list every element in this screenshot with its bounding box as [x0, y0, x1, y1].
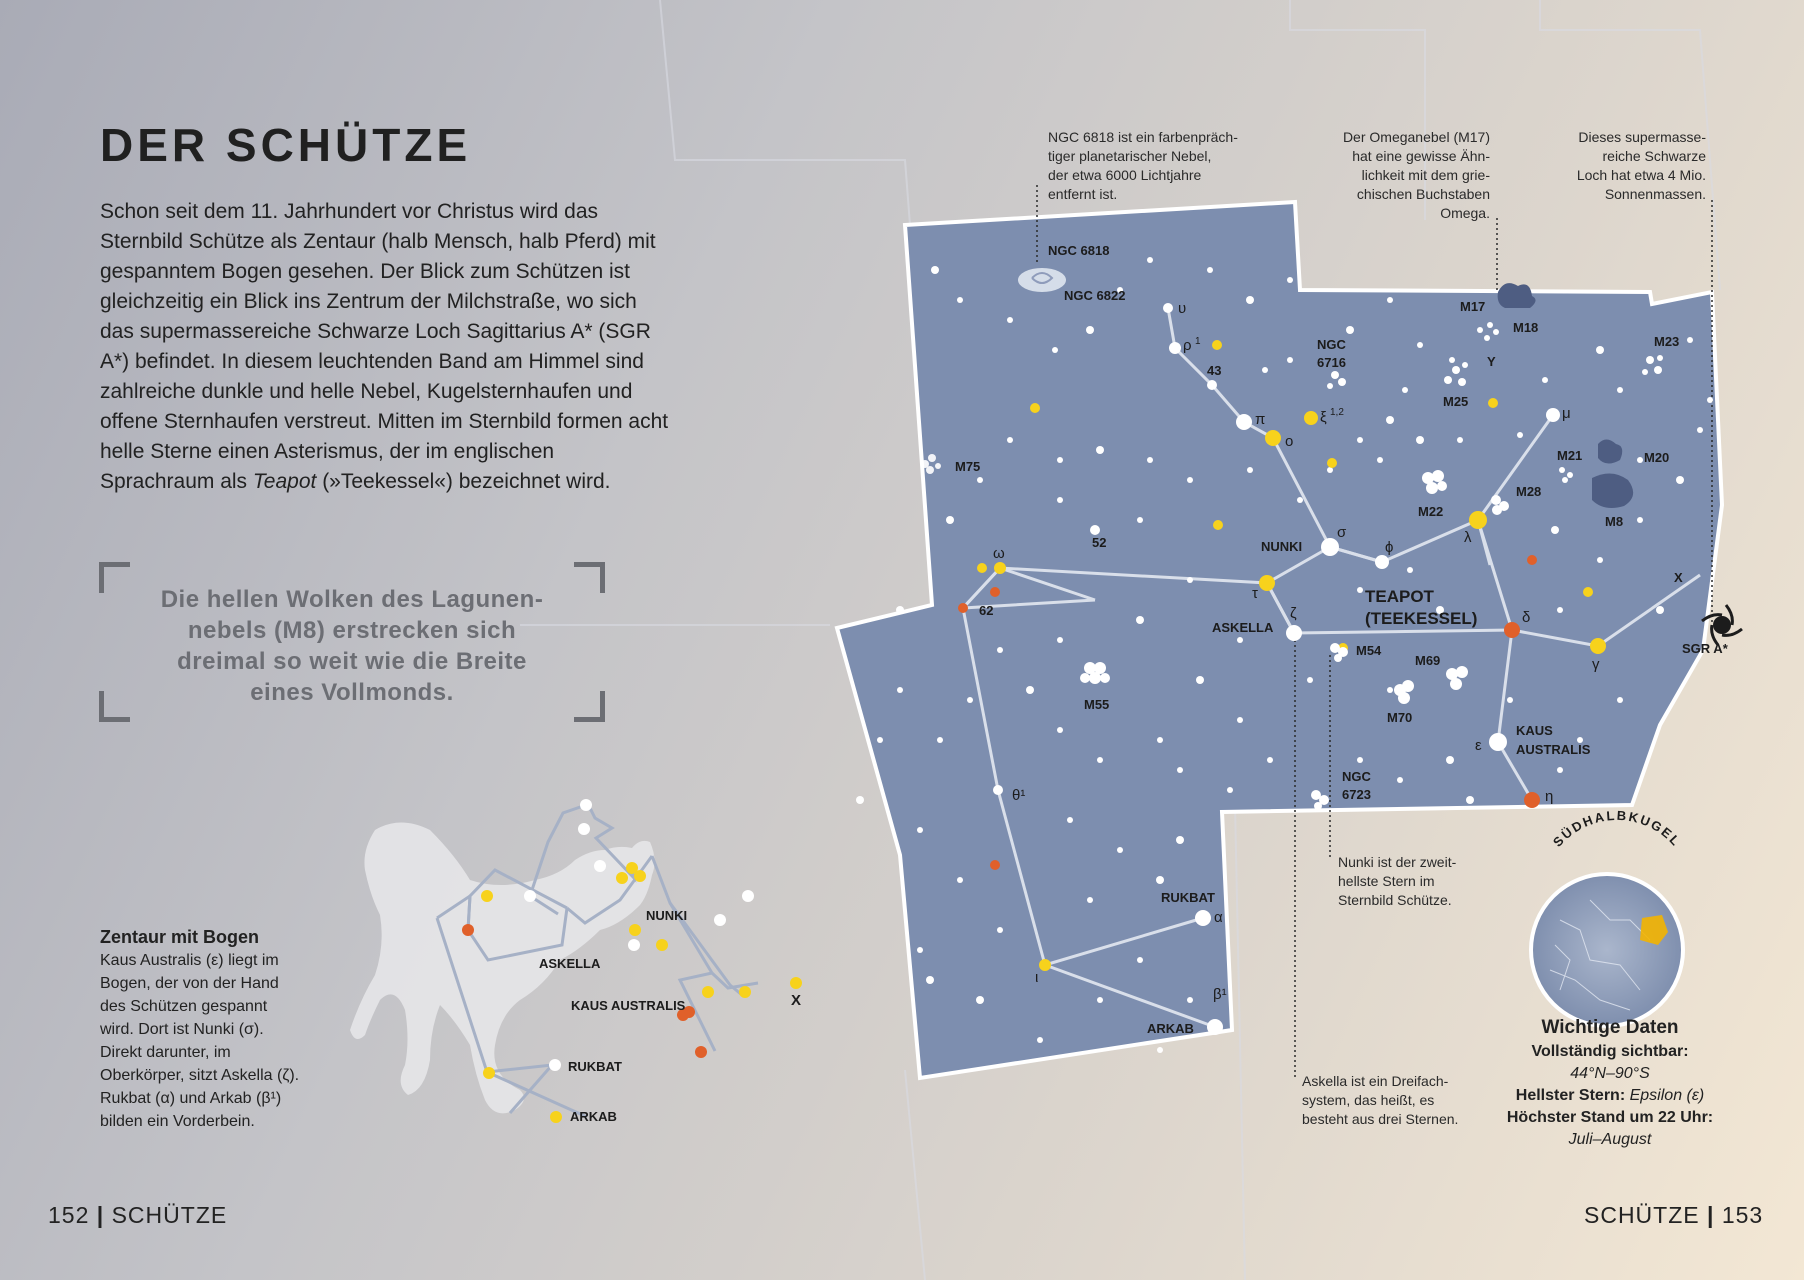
folio-word: SCHÜTZE [111, 1202, 228, 1228]
nebula-m17 [1498, 283, 1536, 308]
label-arkab: ARKAB [1147, 1021, 1194, 1036]
background-star [1417, 342, 1423, 348]
facts-brightest-label: Hellster Stern: [1515, 1087, 1626, 1104]
background-star [1597, 557, 1603, 563]
background-star [1147, 457, 1153, 463]
star-yellow [1030, 403, 1040, 413]
star-eta [1524, 792, 1540, 808]
background-star [1707, 397, 1713, 403]
label-askella: ASKELLA [1212, 620, 1274, 635]
greek-zeta: ζ [1290, 605, 1297, 622]
background-star [877, 737, 883, 743]
quote-line: Die hellen Wolken des Lagunen- [160, 586, 544, 613]
note-line: system, das heißt, es [1302, 1092, 1435, 1108]
background-star [1246, 296, 1254, 304]
background-star [1136, 616, 1144, 624]
star-52 [1090, 525, 1100, 535]
centaur-star [634, 870, 646, 882]
background-star [937, 737, 943, 743]
hemisphere-disc [1531, 808, 1692, 1026]
centaur-heading: Zentaur mit Bogen [100, 927, 260, 947]
star-yellow [977, 563, 987, 573]
background-star [1187, 477, 1193, 483]
centaur-star [742, 890, 754, 902]
centaur-star [628, 939, 640, 951]
label-m23: M23 [1654, 334, 1680, 349]
page-number: 153 [1721, 1202, 1764, 1228]
intro-text-1: Schon seit dem 11. Jahrhundert vor Christus wird das Sternbild Schütze als Zentaur (halb Mensch, halb Pferd) mit gespanntem Bogen gesehen. Der Blick zum Schützen ist gleichzeitig ein Blick ins Zentrum der Milchstraße, wo sich das supermassereiche Schwarze Loch Sagittarius A* (SGR A*) befindet. In diesem leuchtenden Band am Himmel sind zahlreiche dunkle und helle Nebel, Kugelsternhaufen und offene Sternhaufen verstreut. Mitten im Sternbild formen acht helle Sterne einen Asterismus, der im englischen Sprachraum als [100, 200, 669, 493]
label-ngc6716: 6716 [1317, 355, 1346, 370]
background-star [1287, 357, 1293, 363]
background-star [1007, 317, 1013, 323]
background-star [957, 297, 963, 303]
star-pi [1236, 414, 1252, 430]
greek-upsilon: υ [1178, 300, 1187, 317]
background-star [856, 796, 864, 804]
label-ngc6822: NGC 6822 [1064, 288, 1126, 303]
star-rukbat [1195, 910, 1211, 926]
background-star [1466, 796, 1474, 804]
background-star [1247, 467, 1253, 473]
background-star [1617, 387, 1623, 393]
background-star [1287, 277, 1293, 283]
label-43: 43 [1207, 363, 1222, 378]
hemisphere-arc-label: SÜDHALBKUGEL [1549, 807, 1685, 850]
star-phi [1375, 555, 1389, 569]
background-star [1357, 587, 1363, 593]
background-star [1237, 637, 1243, 643]
label-m75: M75 [955, 459, 981, 474]
key-facts [1470, 1015, 1750, 1151]
background-star [917, 827, 923, 833]
background-star [976, 996, 984, 1004]
background-star [997, 647, 1003, 653]
background-star [1387, 687, 1393, 693]
centaur-star [524, 890, 536, 902]
label-m22: M22 [1418, 504, 1444, 519]
background-star [1057, 637, 1063, 643]
facts-highest-label: Höchster Stand um 22 Uhr: [1506, 1109, 1714, 1126]
note-line: entfernt ist. [1048, 186, 1118, 202]
centaur-star [739, 986, 751, 998]
background-star [926, 976, 934, 984]
background-star [1297, 497, 1303, 503]
background-star [1097, 997, 1103, 1003]
background-star [1137, 957, 1143, 963]
note-line: Askella ist ein Dreifach- [1302, 1073, 1449, 1089]
star-yellow [1488, 398, 1498, 408]
page-number: 152 [48, 1202, 90, 1228]
note-line: hat eine gewisse Ähn- [1352, 148, 1490, 164]
greek-alpha: α [1214, 909, 1223, 926]
star-askella [1286, 625, 1302, 641]
background-star [1087, 897, 1093, 903]
background-star [1346, 326, 1354, 334]
background-star [1557, 607, 1563, 613]
label-y: Y [1487, 354, 1496, 369]
note-line: Sonnenmassen. [1604, 186, 1706, 202]
background-star [1037, 1037, 1043, 1043]
background-star [1457, 437, 1463, 443]
label-m55: M55 [1084, 697, 1110, 712]
galaxy-ngc6822-icon [1018, 268, 1066, 292]
label-kaus-australis: KAUS [1516, 723, 1553, 738]
star-delta [1504, 622, 1520, 638]
note-line: reiche Schwarze [1602, 148, 1706, 164]
greek-rho: ρ [1183, 337, 1192, 354]
note-line: Sternbild Schütze. [1338, 892, 1452, 908]
quote-line: nebels (M8) erstrecken sich [187, 617, 517, 644]
centaur-star [594, 860, 606, 872]
background-star [1357, 437, 1363, 443]
star-lambda [1469, 511, 1487, 529]
background-star [1096, 446, 1104, 454]
note-nunki [1338, 853, 1518, 910]
star-orange [990, 587, 1000, 597]
background-star [1007, 437, 1013, 443]
background-star [1402, 387, 1408, 393]
label-ngc6716: NGC [1317, 337, 1346, 352]
background-star [1676, 476, 1684, 484]
star-gamma [1590, 638, 1606, 654]
star-upsilon [1163, 303, 1173, 313]
background-star [896, 606, 904, 614]
greek-omega: ω [993, 545, 1005, 562]
note-line: Omega. [1440, 205, 1490, 221]
greek-theta: θ¹ [1012, 787, 1026, 804]
greek-omicron: ο [1285, 433, 1294, 450]
centaur-star [656, 939, 668, 951]
background-star [1377, 457, 1383, 463]
background-star [1407, 567, 1413, 573]
background-star [1176, 836, 1184, 844]
centaur-star [550, 1111, 562, 1123]
background-star [1187, 577, 1193, 583]
background-star [1097, 757, 1103, 763]
star-rho [1169, 342, 1181, 354]
background-star [897, 687, 903, 693]
centaur-star [616, 872, 628, 884]
background-star [1357, 757, 1363, 763]
label-m54: M54 [1356, 643, 1382, 658]
star-yellow [1212, 340, 1222, 350]
background-star [1227, 787, 1233, 793]
centaur-star [481, 890, 493, 902]
centaur-label-nunki: NUNKI [646, 908, 688, 923]
note-ngc6818 [1048, 128, 1268, 204]
facts-highest-value: Juli–August [1568, 1131, 1652, 1148]
star-arkab [1207, 1019, 1223, 1035]
label-m20: M20 [1644, 450, 1670, 465]
centaur-label-rukbat: RUKBAT [568, 1059, 622, 1074]
label-m25: M25 [1443, 394, 1469, 409]
background-star [1656, 606, 1664, 614]
centaur-label-askella: ASKELLA [539, 956, 601, 971]
centaur-label-x: X [791, 992, 802, 1009]
greek-xi-sup: 1,2 [1330, 407, 1344, 418]
label-ngc6723: NGC [1342, 769, 1371, 784]
label-kaus-australis: AUSTRALIS [1516, 742, 1591, 757]
background-star [1687, 337, 1693, 343]
star-62 [958, 603, 968, 613]
background-star [1542, 377, 1548, 383]
star-43 [1207, 380, 1217, 390]
background-star [1307, 677, 1313, 683]
greek-xi: ξ [1320, 409, 1327, 426]
background-star [1237, 717, 1243, 723]
background-star [1557, 767, 1563, 773]
background-star [1057, 497, 1063, 503]
centaur-star [702, 986, 714, 998]
star-omicron [1265, 430, 1281, 446]
background-star [1177, 767, 1183, 773]
centaur-figure [350, 799, 802, 1124]
background-star [977, 477, 983, 483]
note-line: lichkeit mit dem grie- [1361, 167, 1490, 183]
note-line: hellste Stern im [1338, 873, 1435, 889]
star-theta [993, 785, 1003, 795]
background-star [1617, 697, 1623, 703]
label-ngc6818: NGC 6818 [1048, 243, 1110, 258]
background-star [1137, 517, 1143, 523]
note-line: chischen Buchstaben [1356, 186, 1490, 202]
background-star [1507, 697, 1513, 703]
background-star [1156, 876, 1164, 884]
note-sgr-a [1520, 128, 1706, 204]
background-star [1052, 347, 1058, 353]
background-star [1596, 346, 1604, 354]
greek-sigma: σ [1337, 524, 1347, 541]
background-star [1057, 727, 1063, 733]
background-star [1157, 737, 1163, 743]
background-star [1262, 367, 1268, 373]
background-star [1386, 416, 1394, 424]
folio-word: SCHÜTZE [1584, 1202, 1700, 1228]
star-kaus-australis [1489, 733, 1507, 751]
background-star [1397, 777, 1403, 783]
background-star [1196, 676, 1204, 684]
background-star [957, 877, 963, 883]
centaur-label-kaus: KAUS AUSTRALIS [571, 998, 686, 1013]
background-star [1517, 432, 1523, 438]
centaur-star [549, 1059, 561, 1071]
facts-heading: Wichtige Daten [1541, 1017, 1679, 1038]
star-iota [1039, 959, 1051, 971]
greek-pi: π [1255, 411, 1266, 428]
centaur-star [714, 914, 726, 926]
greek-mu: μ [1562, 405, 1571, 422]
star-xi [1304, 411, 1318, 425]
greek-beta: β¹ [1213, 986, 1227, 1003]
background-star [1026, 686, 1034, 694]
label-62: 62 [979, 603, 994, 618]
centaur-star [790, 977, 802, 989]
centaur-star [578, 823, 590, 835]
centaur-star [462, 924, 474, 936]
note-line: NGC 6818 ist ein farbenpräch- [1048, 129, 1238, 145]
greek-eta: η [1545, 788, 1554, 805]
star-tau [1259, 575, 1275, 591]
background-star [1387, 297, 1393, 303]
note-line: der etwa 6000 Lichtjahre [1048, 167, 1202, 183]
background-star [1637, 517, 1643, 523]
greek-rho-sup: 1 [1195, 336, 1201, 347]
intro-text-2: (»Teekessel«) bezeichnet wird. [316, 470, 611, 493]
folio-left: 152 | SCHÜTZE [48, 1202, 228, 1228]
label-m28: M28 [1516, 484, 1542, 499]
star-yellow [1213, 520, 1223, 530]
background-star [1067, 817, 1073, 823]
background-star [1637, 457, 1643, 463]
label-rukbat: RUKBAT [1161, 890, 1215, 905]
background-star [1157, 1047, 1163, 1053]
background-star [1187, 997, 1193, 1003]
label-m18: M18 [1513, 320, 1539, 335]
background-star [1697, 427, 1703, 433]
background-star [1446, 756, 1454, 764]
label-52: 52 [1092, 535, 1107, 550]
background-star [1267, 757, 1273, 763]
label-sgr-a: SGR A* [1682, 641, 1728, 656]
star-yellow [1327, 458, 1337, 468]
label-m69: M69 [1415, 653, 1441, 668]
greek-delta: δ [1522, 609, 1531, 626]
greek-tau: τ [1252, 585, 1258, 602]
background-star [931, 266, 939, 274]
background-star [1147, 257, 1153, 263]
facts-visible-label: Vollständig sichtbar: [1531, 1043, 1689, 1060]
background-star [917, 947, 923, 953]
background-star [1416, 436, 1424, 444]
folio-right: SCHÜTZE | 153 [1584, 1202, 1764, 1228]
quote-line: dreimal so weit wie die Breite [177, 648, 527, 675]
background-star [967, 697, 973, 703]
centaur-star [629, 924, 641, 936]
label-teapot: (TEEKESSEL) [1365, 609, 1478, 628]
background-star [946, 516, 954, 524]
greek-phi: ϕ [1385, 539, 1394, 556]
note-line: besteht aus drei Sternen. [1302, 1111, 1459, 1127]
centaur-star [580, 799, 592, 811]
label-nunki: NUNKI [1261, 539, 1303, 554]
quote-line: eines Vollmonds. [250, 679, 454, 706]
star-mu [1546, 408, 1560, 422]
note-line: Nunki ist der zweit- [1338, 854, 1457, 870]
star-yellow [1583, 587, 1593, 597]
note-line: tiger planetarischer Nebel, [1048, 148, 1212, 164]
label-x: X [1674, 570, 1683, 585]
centaur-star [483, 1067, 495, 1079]
facts-visible-value: 44°N–90°S [1570, 1065, 1650, 1082]
background-star [997, 927, 1003, 933]
background-star [1551, 526, 1559, 534]
label-m70: M70 [1387, 710, 1413, 725]
label-m8: M8 [1605, 514, 1624, 529]
note-line: Dieses supermasse- [1578, 129, 1706, 145]
greek-iota: ι [1035, 969, 1039, 986]
centaur-label-arkab: ARKAB [570, 1109, 617, 1124]
background-star [1057, 457, 1063, 463]
label-ngc6723: 6723 [1342, 787, 1371, 802]
background-star [1086, 326, 1094, 334]
label-m21: M21 [1557, 448, 1583, 463]
label-teapot: TEAPOT [1365, 587, 1434, 606]
centaur-description: Kaus Australis (ε) liegt im Bogen, der von der Hand des Schützen gespannt wird. Dort ist Nunki (σ). Direkt darunter, im Oberkörper, sitzt Askella (ζ). Rukbat (α) und Arkab (β¹) bilden ein Vorderbein. [100, 952, 300, 1130]
star-omega [994, 562, 1006, 574]
greek-epsilon: ε [1475, 737, 1482, 754]
note-line: Der Omeganebel (M17) [1342, 129, 1490, 145]
note-line: Loch hat etwa 4 Mio. [1576, 167, 1706, 183]
page-title: DER SCHÜTZE [100, 119, 472, 171]
greek-gamma: γ [1592, 656, 1600, 673]
label-m17: M17 [1460, 299, 1486, 314]
facts-brightest-value: Epsilon (ε) [1629, 1087, 1705, 1104]
background-star [1207, 267, 1213, 273]
star-orange [990, 860, 1000, 870]
note-m17 [1290, 128, 1490, 223]
greek-lambda: λ [1464, 529, 1472, 546]
centaur-star [695, 1046, 707, 1058]
star-orange [1527, 555, 1537, 565]
intro-text-italic: Teapot [252, 470, 317, 493]
background-star [1117, 847, 1123, 853]
